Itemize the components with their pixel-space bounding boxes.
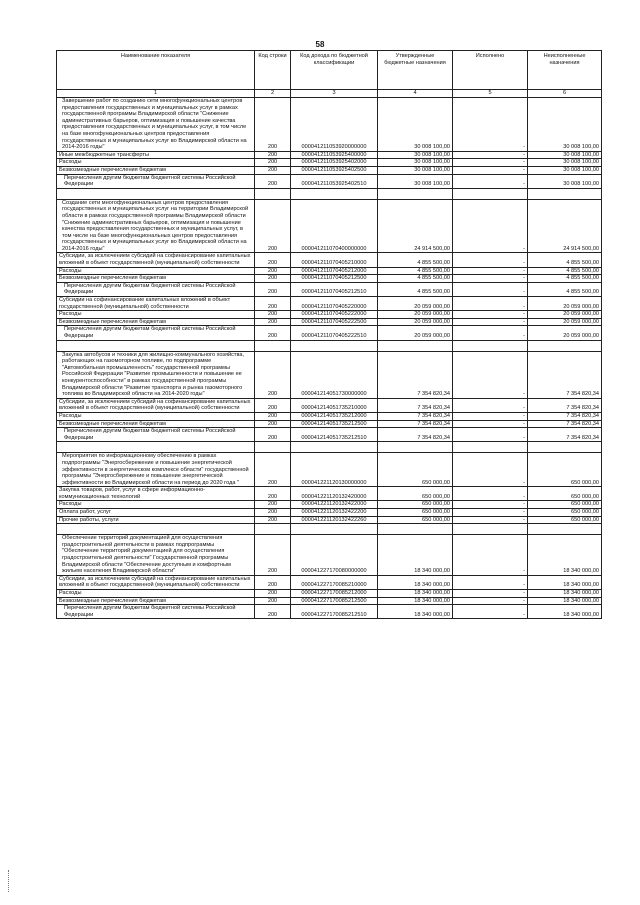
row-income-code: 000041211070405212000	[291, 267, 378, 275]
row-line-code: 200	[255, 151, 291, 159]
row-approved: 650 000,00	[378, 509, 453, 517]
row-unexecuted: 24 914 500,00	[528, 199, 602, 253]
row-income-code: 000041221120132422200	[291, 509, 378, 517]
row-unexecuted: 7 354 820,34	[528, 351, 602, 398]
row-approved: 650 000,00	[378, 487, 453, 501]
row-name: Безвозмездные перечисления бюджетам	[57, 597, 255, 605]
row-line-code: 200	[255, 159, 291, 167]
row-line-code: 200	[255, 453, 291, 487]
row-name: Субсидии, за исключением субсидий на софинансирование капитальных вложений в объект государственной (муниципальной) собственности	[57, 398, 255, 412]
row-unexecuted: 30 008 100,00	[528, 98, 602, 152]
row-unexecuted: 20 059 000,00	[528, 318, 602, 326]
row-income-code: 000041214051735212510	[291, 428, 378, 442]
row-name: Безвозмездные перечисления бюджетам	[57, 275, 255, 283]
row-approved: 18 340 000,00	[378, 575, 453, 589]
column-number-row	[57, 90, 602, 98]
row-approved: 18 340 000,00	[378, 605, 453, 619]
header-unexecuted: Неисполненные назначения	[528, 51, 602, 90]
col-number: 3	[291, 90, 378, 98]
row-name: Перечисления другим бюджетам бюджетной системы Российской Федерации	[57, 174, 255, 188]
row-income-code: 000041211053925402500	[291, 166, 378, 174]
table-row	[57, 428, 602, 442]
row-unexecuted: 7 354 820,34	[528, 398, 602, 412]
empty-cell	[378, 340, 453, 351]
row-executed: -	[453, 597, 528, 605]
header-income-code: Код дохода по бюджетной классификации	[291, 51, 378, 90]
row-line-code: 200	[255, 253, 291, 267]
row-approved: 4 855 500,00	[378, 267, 453, 275]
row-executed: -	[453, 275, 528, 283]
row-approved: 30 008 100,00	[378, 151, 453, 159]
row-income-code: 000041211053925400000	[291, 151, 378, 159]
row-unexecuted: 4 855 500,00	[528, 282, 602, 296]
row-line-code: 200	[255, 501, 291, 509]
empty-cell	[528, 340, 602, 351]
row-approved: 30 008 100,00	[378, 98, 453, 152]
row-executed: -	[453, 282, 528, 296]
row-name: Безвозмездные перечисления бюджетам	[57, 420, 255, 428]
row-name: Закупка товаров, работ, услуг в сфере информационно-коммуникационных технологий	[57, 487, 255, 501]
row-executed: -	[453, 420, 528, 428]
row-income-code: 000041211053925402510	[291, 174, 378, 188]
row-unexecuted: 7 354 820,34	[528, 428, 602, 442]
row-approved: 20 059 000,00	[378, 311, 453, 319]
header-line-code: Код строки	[255, 51, 291, 90]
table-row	[57, 509, 602, 517]
row-executed: -	[453, 151, 528, 159]
empty-cell	[453, 340, 528, 351]
row-line-code: 200	[255, 420, 291, 428]
row-line-code: 200	[255, 267, 291, 275]
row-line-code: 200	[255, 516, 291, 524]
row-name: Субсидии, за исключением субсидий на софинансирование капитальных вложений в объект государственной (муниципальной) собственности	[57, 253, 255, 267]
row-name: Расходы	[57, 159, 255, 167]
row-approved: 7 354 820,34	[378, 351, 453, 398]
row-income-code: 000041211053920000000	[291, 98, 378, 152]
row-unexecuted: 30 008 100,00	[528, 159, 602, 167]
row-name: Перечисления другим бюджетам бюджетной системы Российской Федерации	[57, 605, 255, 619]
row-unexecuted: 650 000,00	[528, 501, 602, 509]
table-row	[57, 297, 602, 311]
table-row	[57, 151, 602, 159]
row-income-code: 000041221120132422260	[291, 516, 378, 524]
empty-cell	[528, 188, 602, 199]
row-unexecuted: 650 000,00	[528, 509, 602, 517]
row-approved: 4 855 500,00	[378, 275, 453, 283]
row-income-code: 000041211070405222500	[291, 318, 378, 326]
row-name: Расходы	[57, 267, 255, 275]
empty-cell	[528, 442, 602, 453]
row-name: Расходы	[57, 501, 255, 509]
row-unexecuted: 7 354 820,34	[528, 412, 602, 420]
table-body	[57, 98, 602, 619]
margin-mark	[8, 870, 11, 892]
table-row	[57, 253, 602, 267]
row-name: Завершение работ по созданию сети многофункциональных центров предоставления государственных и муниципальных услуг в рамках государственной программы Владимирской области "Снижение административных барьеров, оптимизация и повышение качества предоставления государственных и муниципальных услуг, в том числе на базе многофункциональных центров предоставления государственных и муниципальных услуг во Владимирской области на 2014-2016 годы"	[57, 98, 255, 152]
empty-cell	[255, 340, 291, 351]
row-unexecuted: 30 008 100,00	[528, 166, 602, 174]
table-row	[57, 267, 602, 275]
header-executed: Исполнено	[453, 51, 528, 90]
row-approved: 650 000,00	[378, 453, 453, 487]
row-line-code: 200	[255, 412, 291, 420]
empty-cell	[453, 442, 528, 453]
row-executed: -	[453, 174, 528, 188]
empty-cell	[378, 524, 453, 535]
row-executed: -	[453, 487, 528, 501]
row-executed: -	[453, 98, 528, 152]
row-executed: -	[453, 501, 528, 509]
col-number: 4	[378, 90, 453, 98]
table-row	[57, 98, 602, 152]
row-executed: -	[453, 605, 528, 619]
row-unexecuted: 4 855 500,00	[528, 253, 602, 267]
row-income-code: 000041221120132420000	[291, 487, 378, 501]
row-income-code: 000041214051735210000	[291, 398, 378, 412]
spacer-row	[57, 188, 602, 199]
row-income-code: 000041227170080000000	[291, 535, 378, 576]
empty-cell	[255, 442, 291, 453]
row-approved: 7 354 820,34	[378, 412, 453, 420]
row-executed: -	[453, 412, 528, 420]
row-line-code: 200	[255, 98, 291, 152]
row-income-code: 000041221120130000000	[291, 453, 378, 487]
row-line-code: 200	[255, 199, 291, 253]
table-row	[57, 174, 602, 188]
row-executed: -	[453, 311, 528, 319]
table-row	[57, 159, 602, 167]
header-name: Наименование показателя	[57, 51, 255, 90]
empty-cell	[453, 524, 528, 535]
row-approved: 4 855 500,00	[378, 253, 453, 267]
row-income-code: 000041211070405210000	[291, 253, 378, 267]
row-name: Безвозмездные перечисления бюджетам	[57, 318, 255, 326]
budget-table	[56, 50, 602, 619]
row-income-code: 000041227170085212500	[291, 597, 378, 605]
row-executed: -	[453, 535, 528, 576]
table-row	[57, 605, 602, 619]
row-income-code: 000041214051730000000	[291, 351, 378, 398]
table-row	[57, 575, 602, 589]
row-name: Создание сети многофункциональных центров предоставления государственных и муниципальных услуг на территории Владимирской области в рамках государственной программы Владимирской области "Снижение административных барьеров, оптимизация и повышение качества предоставления государственных и муниципальных услуг, в том числе на базе многофункциональных центров предоставления государственных и муниципальных услуг во Владимирской области на 2014-2016 годы"	[57, 199, 255, 253]
table-row	[57, 275, 602, 283]
empty-cell	[57, 524, 255, 535]
row-unexecuted: 650 000,00	[528, 453, 602, 487]
row-approved: 18 340 000,00	[378, 535, 453, 576]
row-line-code: 200	[255, 166, 291, 174]
spacer-row	[57, 442, 602, 453]
row-line-code: 200	[255, 311, 291, 319]
table-row	[57, 516, 602, 524]
row-executed: -	[453, 428, 528, 442]
row-name: Расходы	[57, 311, 255, 319]
row-name: Иные межбюджетные трансферты	[57, 151, 255, 159]
row-name: Прочие работы, услуги	[57, 516, 255, 524]
row-line-code: 200	[255, 428, 291, 442]
row-executed: -	[453, 159, 528, 167]
empty-cell	[291, 188, 378, 199]
row-approved: 20 059 000,00	[378, 297, 453, 311]
row-line-code: 200	[255, 326, 291, 340]
row-income-code: 000041211070405222000	[291, 311, 378, 319]
header-row	[57, 51, 602, 90]
row-approved: 24 914 500,00	[378, 199, 453, 253]
row-income-code: 000041211070405222510	[291, 326, 378, 340]
row-income-code: 000041227170085212000	[291, 590, 378, 598]
row-name: Субсидии на софинансирование капитальных вложений в объект государственной (муниципальной) собственности	[57, 297, 255, 311]
row-name: Расходы	[57, 412, 255, 420]
spacer-row	[57, 524, 602, 535]
row-executed: -	[453, 516, 528, 524]
row-unexecuted: 20 059 000,00	[528, 326, 602, 340]
row-unexecuted: 7 354 820,34	[528, 420, 602, 428]
row-executed: -	[453, 326, 528, 340]
row-line-code: 200	[255, 297, 291, 311]
empty-cell	[378, 442, 453, 453]
row-executed: -	[453, 318, 528, 326]
row-line-code: 200	[255, 590, 291, 598]
row-executed: -	[453, 509, 528, 517]
row-approved: 30 008 100,00	[378, 166, 453, 174]
row-approved: 650 000,00	[378, 516, 453, 524]
row-income-code: 000041214051735212500	[291, 420, 378, 428]
row-line-code: 200	[255, 318, 291, 326]
table-row	[57, 351, 602, 398]
col-number: 2	[255, 90, 291, 98]
empty-cell	[57, 442, 255, 453]
table-row	[57, 453, 602, 487]
row-approved: 650 000,00	[378, 501, 453, 509]
row-name: Мероприятия по информационному обеспечению в рамках подпрограммы "Энергосбережение и повышение энергетической эффективности в энергетическом комплексе области" государственной программы "Энергосбережение и повышение энергетической эффективности во Владимирской области на период до 2020 года "	[57, 453, 255, 487]
row-approved: 20 059 000,00	[378, 326, 453, 340]
row-executed: -	[453, 253, 528, 267]
row-approved: 18 340 000,00	[378, 590, 453, 598]
row-unexecuted: 4 855 500,00	[528, 267, 602, 275]
row-unexecuted: 20 059 000,00	[528, 297, 602, 311]
row-executed: -	[453, 199, 528, 253]
row-unexecuted: 18 340 000,00	[528, 575, 602, 589]
row-name: Перечисления другим бюджетам бюджетной системы Российской Федерации	[57, 428, 255, 442]
row-unexecuted: 18 340 000,00	[528, 605, 602, 619]
row-approved: 7 354 820,34	[378, 398, 453, 412]
empty-cell	[255, 524, 291, 535]
row-unexecuted: 18 340 000,00	[528, 597, 602, 605]
empty-cell	[291, 524, 378, 535]
empty-cell	[453, 188, 528, 199]
row-unexecuted: 18 340 000,00	[528, 590, 602, 598]
row-approved: 30 008 100,00	[378, 159, 453, 167]
empty-cell	[255, 188, 291, 199]
row-name: Безвозмездные перечисления бюджетам	[57, 166, 255, 174]
row-approved: 7 354 820,34	[378, 420, 453, 428]
row-income-code: 000041211070400000000	[291, 199, 378, 253]
row-executed: -	[453, 575, 528, 589]
empty-cell	[57, 188, 255, 199]
row-unexecuted: 20 059 000,00	[528, 311, 602, 319]
table-row	[57, 326, 602, 340]
row-income-code: 000041211070405212510	[291, 282, 378, 296]
row-unexecuted: 650 000,00	[528, 487, 602, 501]
row-income-code: 000041227170085210000	[291, 575, 378, 589]
row-income-code: 000041211070405220000	[291, 297, 378, 311]
row-line-code: 200	[255, 398, 291, 412]
table-row	[57, 420, 602, 428]
row-name: Перечисления другим бюджетам бюджетной системы Российской Федерации	[57, 282, 255, 296]
table-row	[57, 311, 602, 319]
row-line-code: 200	[255, 535, 291, 576]
row-name: Оплата работ, услуг	[57, 509, 255, 517]
table-row	[57, 535, 602, 576]
empty-cell	[378, 188, 453, 199]
empty-cell	[291, 340, 378, 351]
row-income-code: 000041211053925402000	[291, 159, 378, 167]
spacer-row	[57, 340, 602, 351]
table-row	[57, 398, 602, 412]
row-unexecuted: 30 008 100,00	[528, 174, 602, 188]
table-row	[57, 597, 602, 605]
row-income-code: 000041214051735212000	[291, 412, 378, 420]
row-income-code: 000041221120132422000	[291, 501, 378, 509]
row-executed: -	[453, 297, 528, 311]
row-approved: 20 059 000,00	[378, 318, 453, 326]
empty-cell	[528, 524, 602, 535]
row-line-code: 200	[255, 275, 291, 283]
table-row	[57, 282, 602, 296]
row-unexecuted: 4 855 500,00	[528, 275, 602, 283]
row-line-code: 200	[255, 509, 291, 517]
row-line-code: 200	[255, 174, 291, 188]
col-number: 1	[57, 90, 255, 98]
row-name: Закупка автобусов и техники для жилищно-коммунального хозяйства, работающих на газомоторном топливе, по подпрограмме "Автомобильная промышленность" государственной программы Российской Федерации "Развитие промышленности и повышение ее конкурентоспособности" в рамках государственной программы Владимирской области "Развитие транспорта и рынка газомоторного топлива во Владимирской области на 2014-2020 годы"	[57, 351, 255, 398]
row-approved: 4 855 500,00	[378, 282, 453, 296]
empty-cell	[57, 340, 255, 351]
row-line-code: 200	[255, 605, 291, 619]
table-row	[57, 487, 602, 501]
row-line-code: 200	[255, 575, 291, 589]
row-executed: -	[453, 166, 528, 174]
header-approved: Утвержденные бюджетные назначения	[378, 51, 453, 90]
row-unexecuted: 650 000,00	[528, 516, 602, 524]
row-executed: -	[453, 453, 528, 487]
row-unexecuted: 18 340 000,00	[528, 535, 602, 576]
row-line-code: 200	[255, 351, 291, 398]
col-number: 6	[528, 90, 602, 98]
row-name: Обеспечение территорий документацией для осуществления градостроительной деятельности в рамках подпрограммы "Обеспечение территорий документацией для осуществления градостроительной деятельности" Государственной программы Владимирской области "Обеспечение доступным и комфортным жильем населения Владимирской области"	[57, 535, 255, 576]
row-name: Расходы	[57, 590, 255, 598]
table-row	[57, 318, 602, 326]
row-line-code: 200	[255, 487, 291, 501]
row-approved: 18 340 000,00	[378, 597, 453, 605]
row-line-code: 200	[255, 282, 291, 296]
row-executed: -	[453, 590, 528, 598]
table-row	[57, 166, 602, 174]
row-name: Перечисления другим бюджетам бюджетной системы Российской Федерации	[57, 326, 255, 340]
row-approved: 7 354 820,34	[378, 428, 453, 442]
row-income-code: 000041227170085212510	[291, 605, 378, 619]
table-row	[57, 590, 602, 598]
row-name: Субсидии, за исключением субсидий на софинансирование капитальных вложений в объект государственной (муниципальной) собственности	[57, 575, 255, 589]
row-line-code: 200	[255, 597, 291, 605]
table-row	[57, 501, 602, 509]
col-number: 5	[453, 90, 528, 98]
row-executed: -	[453, 351, 528, 398]
row-approved: 30 008 100,00	[378, 174, 453, 188]
row-executed: -	[453, 398, 528, 412]
empty-cell	[291, 442, 378, 453]
row-executed: -	[453, 267, 528, 275]
table-row	[57, 199, 602, 253]
row-unexecuted: 30 008 100,00	[528, 151, 602, 159]
row-income-code: 000041211070405212500	[291, 275, 378, 283]
table-row	[57, 412, 602, 420]
page-number: 58	[315, 40, 325, 49]
